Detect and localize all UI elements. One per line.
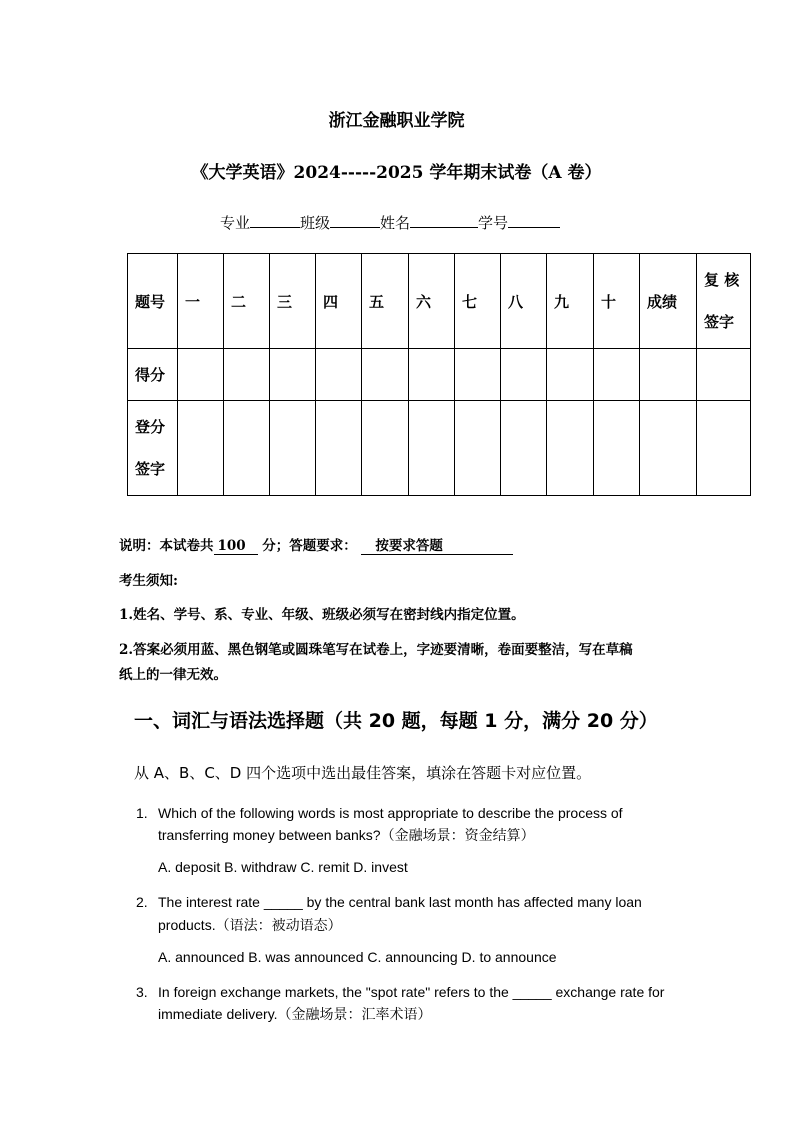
question-number: 2. <box>136 894 148 910</box>
score-cell[interactable] <box>409 349 455 401</box>
question-number: 1. <box>136 805 148 821</box>
column-header: 十 <box>594 254 640 349</box>
column-header: 四 <box>316 254 362 349</box>
column-header: 三 <box>270 254 316 349</box>
notice-2-line2: 纸上的一律无效。 <box>119 667 227 683</box>
column-header: 一 <box>178 254 224 349</box>
row-label-line: 登分 <box>135 418 166 436</box>
score-cell[interactable] <box>501 349 547 401</box>
notice-2-line1: 2.答案必须用蓝、黑色钢笔或圆珠笔写在试卷上，字迹要清晰，卷面要整洁，写在草稿 <box>119 642 633 658</box>
row-label: 得分 <box>128 349 178 401</box>
notice-title: 考生须知: <box>119 573 178 589</box>
name-blank[interactable] <box>410 213 478 228</box>
signature-cell[interactable] <box>316 401 362 496</box>
score-cell[interactable] <box>547 349 594 401</box>
signature-cell[interactable] <box>178 401 224 496</box>
answer-requirement: 按要求答题 <box>361 534 513 555</box>
score-cell[interactable] <box>594 349 640 401</box>
id-label: 学号 <box>478 214 509 232</box>
score-cell[interactable] <box>224 349 270 401</box>
major-label: 专业 <box>220 214 251 232</box>
question-text: products.（语法：被动语态） <box>158 917 342 933</box>
signature-cell[interactable] <box>409 401 455 496</box>
score-cell[interactable] <box>362 349 409 401</box>
review-label: 复 核 <box>704 271 740 289</box>
desc-mid: 分；答题要求： <box>262 538 357 554</box>
school-name: 浙江金融职业学院 <box>328 111 465 131</box>
signature-cell[interactable] <box>455 401 501 496</box>
table-row <box>128 401 751 496</box>
notice-1: 1.姓名、学号、系、专业、年级、班级必须写在密封线内指定位置。 <box>119 607 525 623</box>
column-header: 六 <box>409 254 455 349</box>
major-blank[interactable] <box>250 213 300 228</box>
class-label: 班级 <box>300 214 331 232</box>
signature-cell[interactable] <box>594 401 640 496</box>
question-text: Which of the following words is most appropriate to describe the process of <box>158 805 623 821</box>
class-blank[interactable] <box>330 213 380 228</box>
question-options: A. deposit B. withdraw C. remit D. invest <box>158 859 408 875</box>
column-header: 九 <box>547 254 594 349</box>
signature-cell[interactable] <box>697 401 751 496</box>
signature-label: 签字 <box>704 313 735 331</box>
score-cell[interactable] <box>270 349 316 401</box>
column-header: 七 <box>455 254 501 349</box>
score-cell[interactable] <box>640 349 697 401</box>
question-text: In foreign exchange markets, the "spot rate" refers to the _____ exchange rate for <box>158 984 665 1000</box>
signature-cell[interactable] <box>270 401 316 496</box>
student-fields <box>220 212 560 233</box>
table-row <box>128 254 751 349</box>
name-label: 姓名 <box>380 214 411 232</box>
question-options: A. announced B. was announced C. announcing D. to announce <box>158 949 557 965</box>
column-header: 成绩 <box>640 254 697 349</box>
row-label-line: 签字 <box>135 460 166 478</box>
score-table <box>127 253 751 496</box>
score-cell[interactable] <box>697 349 751 401</box>
id-blank[interactable] <box>508 213 560 228</box>
exam-description <box>119 534 513 555</box>
exam-title: 《大学英语》2024-----2025 学年期末试卷（A 卷） <box>191 163 602 183</box>
score-cell[interactable] <box>316 349 362 401</box>
question-number: 3. <box>136 984 148 1000</box>
question-text: The interest rate _____ by the central bank last month has affected many loan <box>158 894 642 910</box>
column-header: 五 <box>362 254 409 349</box>
review-header <box>697 254 751 349</box>
signature-cell[interactable] <box>224 401 270 496</box>
row-label <box>128 401 178 496</box>
column-header: 二 <box>224 254 270 349</box>
section-instruction: 从 A、B、C、D 四个选项中选出最佳答案，填涂在答题卡对应位置。 <box>134 764 592 782</box>
total-score: 100 <box>214 538 258 555</box>
table-row <box>128 349 751 401</box>
signature-cell[interactable] <box>547 401 594 496</box>
score-cell[interactable] <box>178 349 224 401</box>
row-label: 题号 <box>128 254 178 349</box>
question-text: transferring money between banks?（金融场景：资金结算） <box>158 827 535 843</box>
desc-prefix: 说明：本试卷共 <box>119 538 214 554</box>
question-text: immediate delivery.（金融场景：汇率术语） <box>158 1006 432 1022</box>
score-cell[interactable] <box>455 349 501 401</box>
signature-cell[interactable] <box>362 401 409 496</box>
signature-cell[interactable] <box>501 401 547 496</box>
signature-cell[interactable] <box>640 401 697 496</box>
column-header: 八 <box>501 254 547 349</box>
section-title: 一、词汇与语法选择题（共 20 题，每题 1 分，满分 20 分） <box>134 710 658 732</box>
